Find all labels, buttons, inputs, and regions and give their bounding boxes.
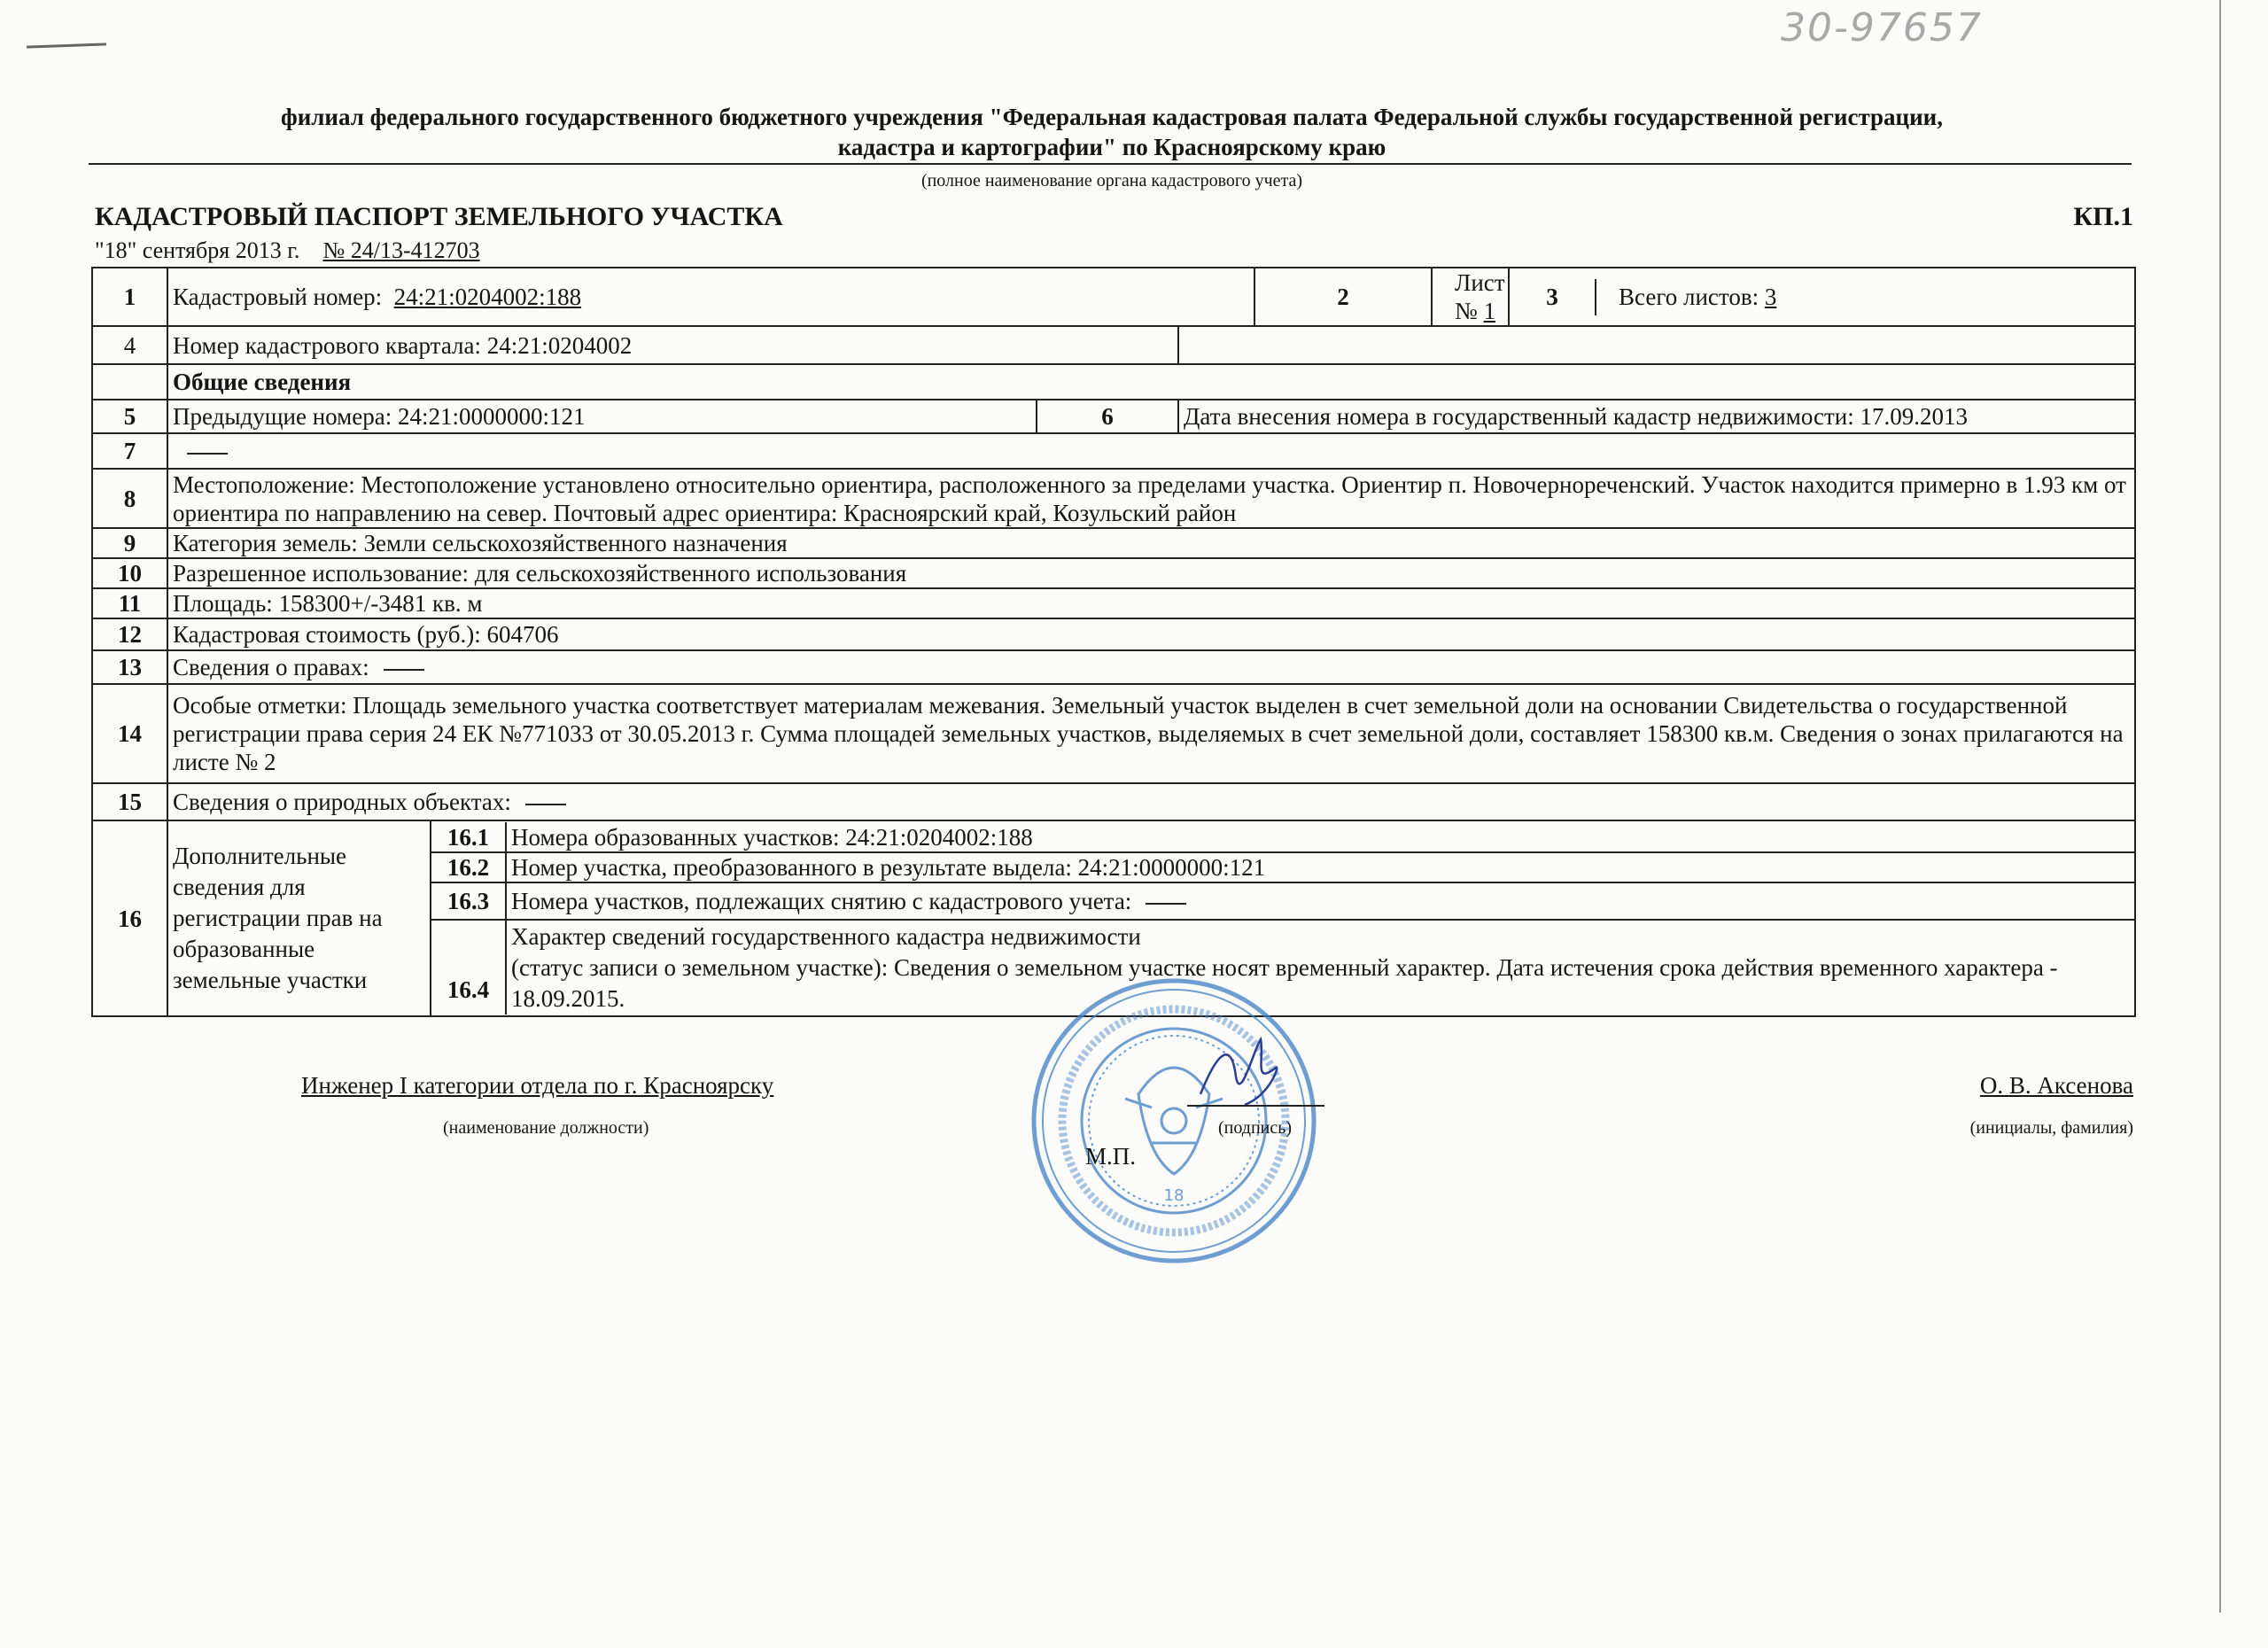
page-edge-line xyxy=(2219,0,2221,1613)
row-number: 11 xyxy=(92,588,167,618)
table-row xyxy=(92,684,2135,783)
position-title: Инженер I категории отдела по г. Красноярску xyxy=(301,1072,774,1099)
table-row xyxy=(92,650,2135,684)
row-number: 12 xyxy=(92,618,167,650)
transformed-parcel-cell: Номер участка, преобразованного в результате выдела: 24:21:0000000:121 xyxy=(506,852,2134,882)
sheet-number-cell xyxy=(1432,268,1509,326)
empty-value-dash xyxy=(525,804,566,805)
rights-info-label: Сведения о правах: xyxy=(173,654,369,680)
record-status-line1: Характер сведений государственного кадастра недвижимости xyxy=(511,922,1141,950)
row-7-cell xyxy=(167,433,2135,469)
cadastral-number-value: 24:21:0204002:188 xyxy=(393,284,582,310)
formed-parcels-cell: Номера образованных участков: 24:21:0204002:188 xyxy=(506,822,2134,852)
row-number: 1 xyxy=(92,268,167,326)
total-sheets-value: 3 xyxy=(1764,284,1777,310)
quarter-number-cell: Номер кадастрового квартала: 24:21:0204002 xyxy=(167,326,1178,364)
table-row xyxy=(92,558,2135,588)
signatory-name: О. В. Аксенова xyxy=(1979,1072,2133,1099)
organization-name-line1: филиал федерального государственного бюджетного учреждения "Федеральная кадастровая палата Федеральной службы государственной регистрации, xyxy=(281,104,1943,130)
table-row xyxy=(92,268,2135,326)
cadastral-value-cell: Кадастровая стоимость (руб.): 604706 xyxy=(167,618,2135,650)
row-number: 7 xyxy=(92,433,167,469)
empty-value-dash xyxy=(1146,903,1186,905)
row-number: 6 xyxy=(1037,400,1178,433)
record-status-line2: (статус записи о земельном участке): Сведения о земельном участке носят временный характер. Дата истечения срока действия временного характера - 18.09.2015. xyxy=(511,953,2058,1012)
organization-name xyxy=(89,102,2135,162)
table-row xyxy=(92,469,2135,528)
table-row xyxy=(92,364,2135,400)
total-sheets-cell xyxy=(1596,279,2134,315)
table-row xyxy=(92,433,2135,469)
document-number: № 24/13-412703 xyxy=(322,237,480,263)
location-cell: Местоположение: Местоположение установлено относительно ориентира, расположенного за пределами участка. Ориентир п. Новочернореченский. Участок находится примерно в 1.93 км от ориентира по направлению на север. Почтовый адрес ориентира: Красноярский край, Козульский район xyxy=(167,469,2135,528)
subtable-row xyxy=(431,822,2134,852)
handwritten-annotation: 30-97657 xyxy=(1781,5,1983,51)
row-number: 5 xyxy=(92,400,167,433)
area-cell: Площадь: 158300+/-3481 кв. м xyxy=(167,588,2135,618)
row-number: 15 xyxy=(92,783,167,820)
row-number: 4 xyxy=(92,326,167,364)
row-number: 14 xyxy=(92,684,167,783)
svg-text:18: 18 xyxy=(1163,1186,1184,1205)
table-row xyxy=(92,783,2135,820)
row-number: 3 xyxy=(1510,279,1596,315)
sub-row-number: 16.3 xyxy=(431,882,506,920)
signature xyxy=(1192,1032,1289,1112)
record-status-cell xyxy=(506,920,2134,1014)
general-info-heading: Общие сведения xyxy=(167,364,2135,400)
form-code: КП.1 xyxy=(2073,202,2133,231)
total-sheets-inner xyxy=(1510,279,2134,315)
row-number: 10 xyxy=(92,558,167,588)
table-row xyxy=(92,326,2135,364)
empty-cell xyxy=(92,364,167,400)
cadastral-number-label: Кадастровый номер: xyxy=(173,284,383,310)
organization-name-line2: кадастра и картографии" по Красноярскому краю xyxy=(837,134,1386,160)
land-category-cell: Категория земель: Земли сельскохозяйственного назначения xyxy=(167,528,2135,558)
deregistered-parcels-label: Номера участков, подлежащих снятию с кадастрового учета: xyxy=(511,888,1132,914)
row-number: 8 xyxy=(92,469,167,528)
document-date-line xyxy=(95,237,480,264)
signatory-name-caption: (инициалы, фамилия) xyxy=(1969,1118,2133,1138)
registration-date-cell: Дата внесения номера в государственный кадастр недвижимости: 17.09.2013 xyxy=(1178,400,2135,433)
table-row xyxy=(92,588,2135,618)
signature-caption: (подпись) xyxy=(1218,1118,1293,1138)
passport-table xyxy=(91,267,2136,1017)
table-row xyxy=(92,400,2135,433)
permitted-use-cell: Разрешенное использование: для сельскохозяйственного использования xyxy=(167,558,2135,588)
row-number: 16 xyxy=(92,820,167,1016)
special-notes-cell: Особые отметки: Площадь земельного участка соответствует материалам межевания. Земельный участок выделен в счет земельной доли на основании Свидетельства о государственной регистрации права серия 24 ЕК №771033 от 30.05.2013 г. Сумма площадей земельных участков, выделяемых в счет земельной доли, составляет 158300 кв.м. Сведения о зонах прилагаются на листе № 2 xyxy=(167,684,2135,783)
natural-objects-label: Сведения о природных объектах: xyxy=(173,789,511,815)
row-number: 13 xyxy=(92,650,167,684)
natural-objects-cell xyxy=(167,783,2135,820)
sheet-number-label: Лист № xyxy=(1455,269,1505,324)
corner-pen-mark xyxy=(27,43,106,48)
organization-caption: (полное наименование органа кадастрового учета) xyxy=(920,171,1303,190)
rights-info-cell xyxy=(167,650,2135,684)
row-number: 9 xyxy=(92,528,167,558)
document-date: "18" сентября 2013 г. xyxy=(95,237,300,263)
table-row xyxy=(92,618,2135,650)
position-caption: (наименование должности) xyxy=(443,1118,649,1138)
seal-label: М.П. xyxy=(1085,1143,1137,1170)
subtable-row xyxy=(431,852,2134,882)
empty-value-dash xyxy=(384,669,424,671)
sub-row-number: 16.1 xyxy=(431,822,506,852)
document-title: КАДАСТРОВЫЙ ПАСПОРТ ЗЕМЕЛЬНОГО УЧАСТКА xyxy=(95,202,783,231)
sub-row-number: 16.4 xyxy=(431,920,506,1014)
previous-numbers-cell: Предыдущие номера: 24:21:0000000:121 xyxy=(167,400,1037,433)
table-row xyxy=(92,528,2135,558)
sheet-number-value: 1 xyxy=(1483,298,1496,324)
organization-underline xyxy=(89,163,2132,165)
additional-info-label: Дополнительные сведения для регистрации прав на образованные земельные участки xyxy=(167,820,431,1016)
empty-value-dash xyxy=(187,453,228,455)
subtable-row xyxy=(431,882,2134,920)
sub-row-number: 16.2 xyxy=(431,852,506,882)
row-number: 2 xyxy=(1254,268,1432,326)
empty-cell xyxy=(1178,326,2135,364)
total-sheets-label: Всего листов: xyxy=(1619,284,1759,310)
cadastral-number-cell xyxy=(167,268,1254,326)
total-sheets-wrapper xyxy=(1509,268,2135,326)
deregistered-parcels-cell xyxy=(506,882,2134,920)
signature-line xyxy=(1187,1105,1324,1107)
